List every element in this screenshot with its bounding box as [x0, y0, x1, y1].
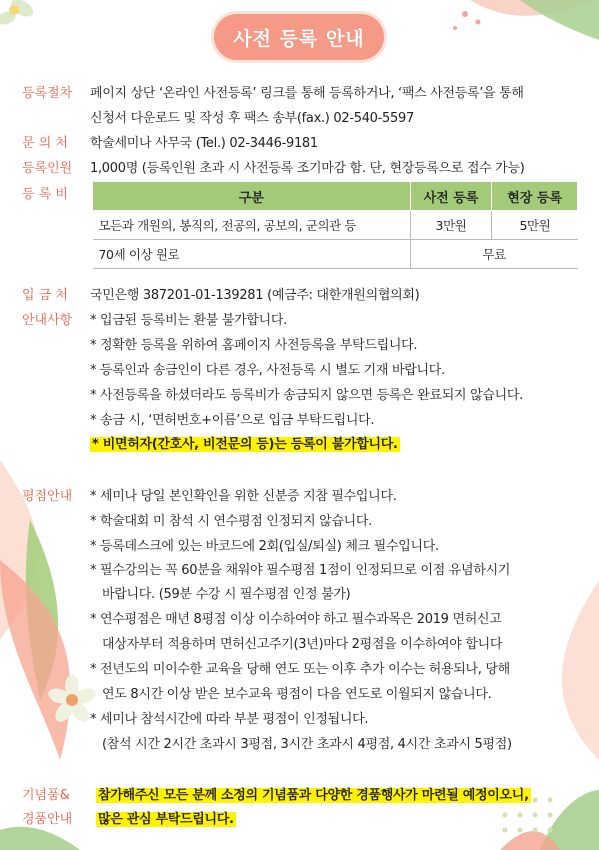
fee-row2-value: 무료 [410, 240, 577, 269]
credit-line-2: * 학술대회 미 참석 시 연수평점 인정되지 않습니다. [90, 514, 373, 529]
capacity-label: 등록인원 [22, 161, 73, 176]
notice-prefix: * [92, 437, 103, 452]
notice-item-3: * 등록인과 송금인이 다른 경우, 사전등록 시 별도 기재 바랍니다. [90, 363, 445, 378]
credit-line-3: * 등록데스크에 있는 바코드에 2회(입실/퇴실) 체크 필수입니다. [90, 539, 439, 554]
credit-line-11: (참석 시간 2시간 초과시 3평점, 3시간 초과시 4평점, 4시간 초과시 5평점) [102, 737, 512, 752]
fee-row2-category: 70세 이상 원로 [93, 240, 411, 269]
deposit-label: 입 금 처 [22, 288, 68, 303]
notice-item-4: * 사전등록을 하셨더라도 등록비가 송금되지 않으면 등록은 완료되지 않습니다. [90, 388, 523, 403]
fee-header-category: 구분 [93, 182, 411, 211]
deposit-text: 국민은행 387201-01-139281 (예금주: 대한개원의협의회) [90, 288, 420, 303]
notice-highlight [90, 437, 400, 452]
fee-row1-pre: 3만원 [410, 211, 492, 240]
notice-highlight-text: 비면허자(간호사, 비전문의 등)는 등록이 불가합니다. [102, 437, 398, 452]
fee-row1-category: 모든과 개원의, 봉직의, 전공의, 공보의, 군의관 등 [93, 211, 411, 240]
contact-text: 학술세미나 사무국 (Tel.) 02-3446-9181 [90, 136, 318, 151]
page-title: 사전 등록 안내 [214, 14, 384, 60]
gift-label-2: 경품안내 [22, 812, 73, 827]
gift-label-1: 기념품& [22, 788, 70, 803]
contact-label: 문 의 처 [22, 136, 68, 151]
credit-line-1: * 세미나 당일 본인확인을 위한 신분증 지참 필수입니다. [90, 489, 397, 504]
fee-header-onsite: 현장 등록 [492, 182, 578, 211]
fee-table [92, 181, 578, 269]
registration-line-2: 신청서 다운로드 및 작성 후 팩스 송부(fax.) 02-540-5597 [90, 111, 414, 126]
credit-line-7: 대상자부터 적용하며 면허신고주기(3년)마다 2평점을 이수하여야 합니다 [102, 637, 503, 652]
notice-item-5: * 송금 시, ‘면허번호+이름’으로 입금 부탁드립니다. [90, 413, 375, 428]
fee-row1-onsite: 5만원 [492, 211, 578, 240]
notice-item-2: * 정확한 등록을 위하여 홈페이지 사전등록을 부탁드립니다. [90, 338, 418, 353]
table-row [93, 240, 578, 269]
gift-line-1 [96, 784, 531, 803]
fee-header-pre: 사전 등록 [410, 182, 492, 211]
credit-line-6: * 연수평점은 매년 8평점 이상 이수하여야 하고 필수과목은 2019 면허신고 [90, 612, 502, 627]
capacity-text: 1,000명 (등록인원 초과 시 사전등록 조기마감 함. 단, 현장등록으로 접수 가능) [90, 161, 525, 176]
notice-item-1: * 입금된 등록비는 환불 불가합니다. [90, 313, 287, 328]
gift-highlight-1: 참가해주신 모든 분께 소정의 기념품과 다양한 경품행사가 마련될 예정이오니, [98, 788, 529, 803]
credit-line-10: * 세미나 참석시간에 따라 부분 평점이 인정됩니다. [90, 712, 369, 727]
fee-label: 등 록 비 [22, 187, 68, 202]
credits-label: 평점안내 [22, 489, 73, 504]
gift-highlight-2: 많은 관심 부탁드립니다. [98, 812, 234, 827]
notice-item-6 [90, 433, 400, 452]
credit-line-9: 연도 8시간 이상 받은 보수교육 평점이 다음 연도로 이월되지 않습니다. [102, 687, 492, 702]
table-row [93, 211, 578, 240]
credit-line-5: 바랍니다. (59분 수강 시 필수평점 인정 불가) [102, 587, 351, 602]
gift-line-2 [96, 808, 236, 827]
registration-line-1: 페이지 상단 ‘온라인 사전등록’ 링크를 통해 등록하거나, ‘팩스 사전등록’을 통해 [90, 86, 524, 101]
credit-line-4: * 필수강의는 꼭 60분을 채워야 필수평점 1점이 인정되므로 이점 유념하시기 [90, 563, 511, 578]
credit-line-8: * 전년도의 미이수한 교육을 당해 연도 또는 이후 추가 이수는 허용되나, 당해 [90, 662, 510, 677]
notices-label: 안내사항 [22, 313, 73, 328]
registration-label: 등록절차 [22, 86, 73, 101]
